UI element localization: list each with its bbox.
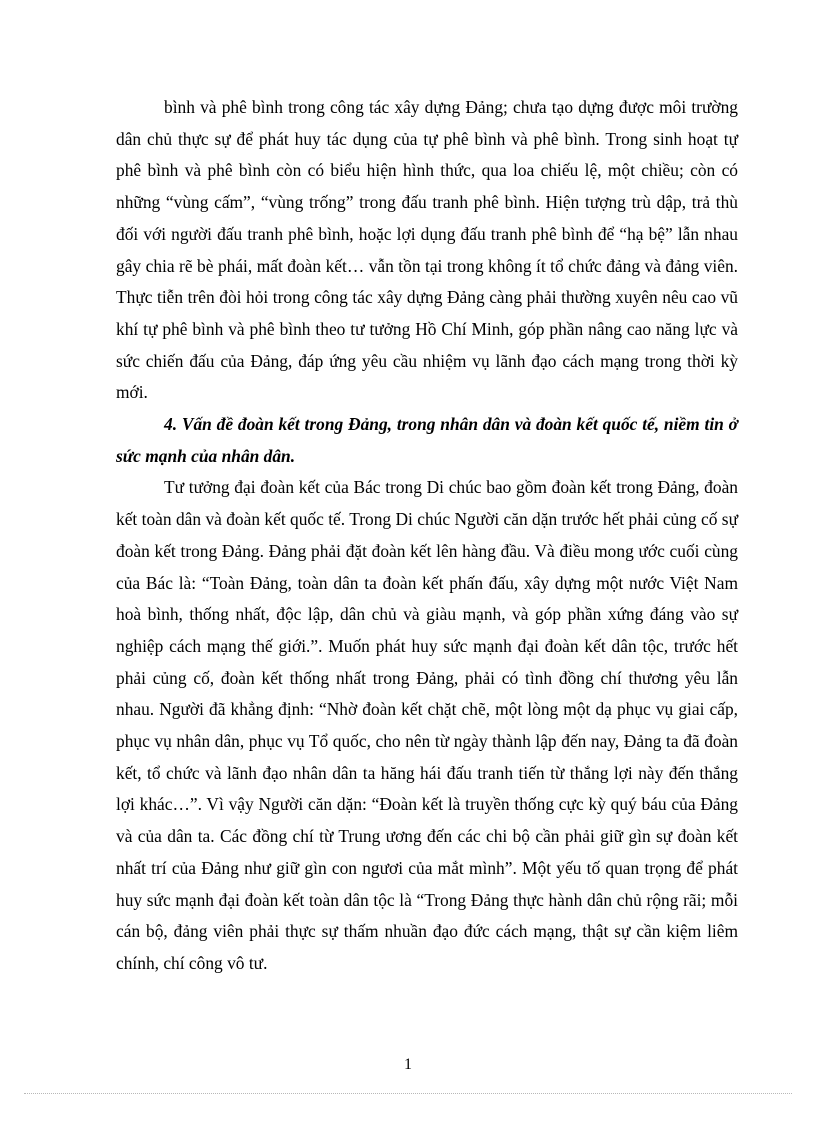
- paragraph-solidarity: Tư tưởng đại đoàn kết của Bác trong Di chúc bao gồm đoàn kết trong Đảng, đoàn kết toàn dân và đoàn kết quốc tế. Trong Di chúc Người căn dặn trước hết phải củng cố sự đoàn kết trong Đảng. Đảng phải đặt đoàn kết lên hàng đầu. Và điều mong ước cuối cùng của Bác là: “Toàn Đảng, toàn dân ta đoàn kết phấn đấu, xây dựng một nước Việt Nam hoà bình, thống nhất, độc lập, dân chủ và giàu mạnh, và góp phần xứng đáng vào sự nghiệp cách mạng thế giới.”. Muốn phát huy sức mạnh đại đoàn kết dân tộc, trước hết phải củng cố, đoàn kết thống nhất trong Đảng, phải có tình đồng chí thương yêu lẫn nhau. Người đã khẳng định: “Nhờ đoàn kết chặt chẽ, một lòng một dạ phục vụ giai cấp, phục vụ nhân dân, phục vụ Tổ quốc, cho nên từ ngày thành lập đến nay, Đảng ta đã đoàn kết, tổ chức và lãnh đạo nhân dân ta hăng hái đấu tranh tiến từ thắng lợi này đến thắng lợi khác…”. Vì vậy Người căn dặn: “Đoàn kết là truyền thống cực kỳ quý báu của Đảng và của dân ta. Các đồng chí từ Trung ương đến các chi bộ cần phải giữ gìn sự đoàn kết nhất trí của Đảng như giữ gìn con ngươi của mắt mình”. Một yếu tố quan trọng để phát huy sức mạnh đại đoàn kết toàn dân tộc là “Trong Đảng thực hành dân chủ rộng rãi; mỗi cán bộ, đảng viên phải thực sự thấm nhuần đạo đức cách mạng, thật sự cần kiệm liêm chính, chí công vô tư.: [116, 477, 738, 973]
- paragraph-criticism-continuation: bình và phê bình trong công tác xây dựng Đảng; chưa tạo dựng được môi trường dân chủ thực sự để phát huy tác dụng của tự phê bình và phê bình. Trong sinh hoạt tự phê bình và phê bình còn có biểu hiện hình thức, qua loa chiếu lệ, một chiều; còn có những “vùng cấm”, “vùng trống” trong đấu tranh phê bình. Hiện tượng trù dập, trả thù đối với người đấu tranh phê bình, hoặc lợi dụng đấu tranh phê bình để “hạ bệ” lẫn nhau gây chia rẽ bè phái, mất đoàn kết… vẫn tồn tại trong không ít tổ chức đảng và đảng viên. Thực tiễn trên đòi hỏi trong công tác xây dựng Đảng càng phải thường xuyên nêu cao vũ khí tự phê bình và phê bình theo tư tưởng Hồ Chí Minh, góp phần nâng cao năng lực và sức chiến đấu của Đảng, đáp ứng yêu cầu nhiệm vụ lãnh đạo cách mạng trong thời kỳ mới.: [116, 97, 738, 403]
- page-number: 1: [404, 1056, 412, 1073]
- section-heading-solidarity: 4. Vấn đề đoàn kết trong Đảng, trong nhân dân và đoàn kết quốc tế, niềm tin ở sức mạnh của nhân dân.: [116, 414, 738, 466]
- page-bottom-divider: [24, 1093, 792, 1094]
- document-body: [116, 92, 738, 980]
